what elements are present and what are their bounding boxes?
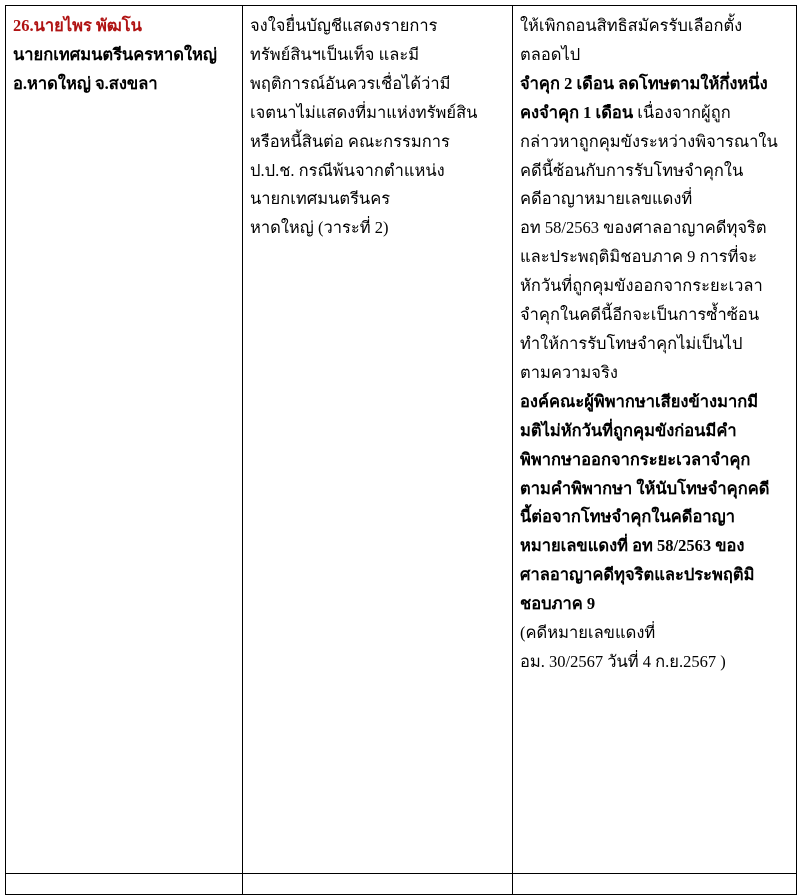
charge-line: หรือหนี้สินต่อ คณะกรรมการ bbox=[250, 131, 450, 151]
verdict-line: นี้ต่อจากโทษจำคุกในคดีอาญา bbox=[520, 507, 735, 527]
charge-line: จงใจยื่นบัญชีแสดงรายการ bbox=[250, 16, 438, 35]
person-position: นายกเทศมนตรีนครหาดใหญ่ bbox=[13, 44, 217, 64]
charge-line: เจตนาไม่แสดงที่มาแห่งทรัพย์สิน bbox=[250, 102, 478, 122]
verdict-line-mixed bbox=[520, 99, 789, 128]
verdict-line: ตลอดไป bbox=[520, 44, 581, 64]
verdict-line: ศาลอาญาคดีทุจริตและประพฤติมิ bbox=[520, 565, 755, 585]
verdict-line: ชอบภาค 9 bbox=[520, 594, 596, 614]
verdict-cell bbox=[513, 6, 797, 874]
verdict-line: (คดีหมายเลขแดงที่ bbox=[520, 623, 656, 643]
person-location: อ.หาดใหญ่ จ.สงขลา bbox=[13, 73, 158, 93]
verdict-line: ทำให้การรับโทษจำคุกไม่เป็นไป bbox=[520, 333, 743, 353]
judgment-table bbox=[5, 5, 797, 895]
table-row bbox=[6, 6, 797, 874]
verdict-line: อท 58/2563 ของศาลอาญาคดีทุจริต bbox=[520, 218, 767, 238]
charge-line: หาดใหญ่ (วาระที่ 2) bbox=[250, 218, 389, 238]
verdict-line: จำคุกในคดีนี้อีกจะเป็นการซ้ำซ้อน bbox=[520, 305, 760, 325]
verdict-line: พิพากษาออกจากระยะเวลาจำคุก bbox=[520, 449, 751, 469]
next-cell bbox=[243, 874, 513, 895]
verdict-line: กล่าวหาถูกคุมขังระหว่างพิจารณาใน bbox=[520, 131, 778, 151]
verdict-line: อม. 30/2567 วันที่ 4 ก.ย.2567 ) bbox=[520, 651, 726, 671]
verdict-line: คดีอาญาหมายเลขแดงที่ bbox=[520, 189, 693, 209]
verdict-line: มติไม่หักวันที่ถูกคุมขังก่อนมีคำ bbox=[520, 420, 737, 440]
verdict-line: คงจำคุก 1 เดือน bbox=[520, 102, 634, 122]
next-cell bbox=[6, 874, 243, 895]
charge-cell bbox=[243, 6, 513, 874]
next-cell bbox=[513, 874, 797, 895]
charge-line: พฤติการณ์อันควรเชื่อได้ว่ามี bbox=[250, 73, 451, 93]
verdict-line: หักวันที่ถูกคุมขังออกจากระยะเวลา bbox=[520, 276, 763, 296]
charge-line: นายกเทศมนตรีนคร bbox=[250, 189, 391, 209]
verdict-line: ตามความจริง bbox=[520, 362, 618, 382]
charge-line: ป.ป.ช. กรณีพ้นจากตำแหน่ง bbox=[250, 160, 445, 180]
verdict-line: และประพฤติมิชอบภาค 9 การที่จะ bbox=[520, 247, 758, 267]
charge-line: ทรัพย์สินฯเป็นเท็จ และมี bbox=[250, 44, 420, 64]
verdict-line: หมายเลขแดงที่ อท 58/2563 ของ bbox=[520, 536, 745, 556]
verdict-line: จำคุก 2 เดือน ลดโทษตามให้กึ่งหนึ่ง bbox=[520, 73, 768, 93]
verdict-line: ให้เพิกถอนสิทธิสมัครรับเลือกตั้ง bbox=[520, 16, 743, 35]
verdict-line-tail: เนื่องจากผู้ถูก bbox=[633, 102, 731, 122]
person-cell bbox=[6, 6, 243, 874]
verdict-line: ตามคำพิพากษา ให้นับโทษจำคุกคดี bbox=[520, 478, 770, 498]
table-row-next bbox=[6, 874, 797, 895]
verdict-line: องค์คณะผู้พิพากษาเสียงข้างมากมี bbox=[520, 391, 759, 411]
person-name: 26.นายไพร พัฒโน bbox=[13, 16, 142, 35]
verdict-line: คดีนี้ซ้อนกับการรับโทษจำคุกใน bbox=[520, 160, 744, 180]
